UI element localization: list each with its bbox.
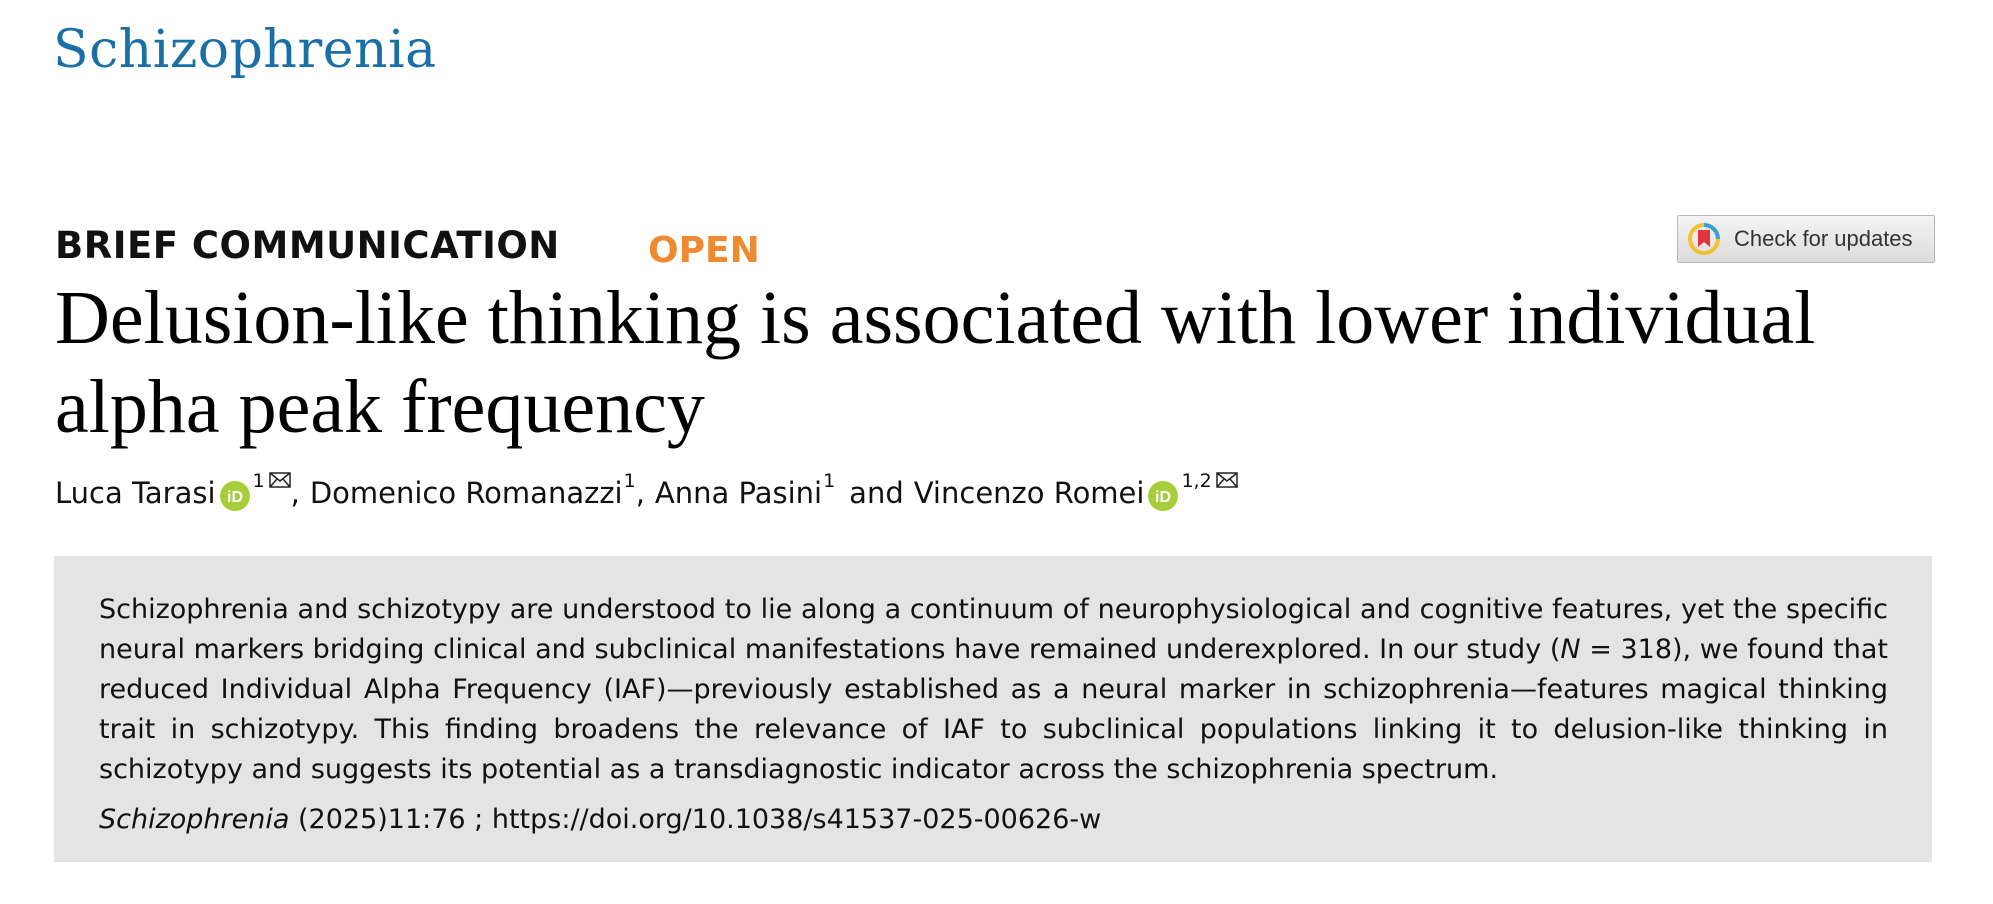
author-affiliation: 1 — [823, 470, 836, 492]
article-type-label: BRIEF COMMUNICATION — [55, 224, 560, 267]
author-list — [55, 470, 1238, 510]
svg-text:iD: iD — [226, 489, 243, 506]
check-for-updates-label: Check for updates — [1734, 226, 1913, 251]
article-header-row — [55, 222, 1935, 274]
crossmark-icon — [1688, 223, 1720, 255]
author-name[interactable]: Domenico Romanazzi — [309, 476, 623, 510]
journal-name[interactable]: Schizophrenia — [53, 20, 437, 80]
mail-icon[interactable] — [1216, 472, 1238, 488]
doi-link[interactable]: https://doi.org/10.1038/s41537-025-00626-w — [491, 804, 1102, 835]
abstract-text — [99, 590, 1888, 790]
abstract-box — [54, 556, 1932, 862]
article-title: Delusion-like thinking is associated with lower individual alpha peak frequency — [55, 276, 1816, 449]
author-separator: , — [290, 476, 300, 510]
author-affiliation: 1 — [623, 470, 636, 492]
sample-size-symbol: N — [1560, 634, 1581, 665]
check-for-updates-button[interactable] — [1677, 215, 1935, 263]
citation-journal: Schizophrenia — [99, 804, 290, 835]
author-name[interactable]: Luca Tarasi — [55, 476, 216, 510]
abstract-text-part1: Schizophrenia and schizotypy are understood to lie along a continuum of neurophysiological and cognitive features, yet the specific neural markers bridging clinical and subclinical manifestations have remained underexplored. In our study ( — [99, 594, 1888, 665]
author-affiliation: 1,2 — [1181, 470, 1212, 492]
svg-text:iD: iD — [1155, 489, 1172, 506]
orcid-icon[interactable] — [1148, 481, 1178, 511]
author-separator: , — [635, 476, 645, 510]
open-access-badge: OPEN — [648, 230, 760, 271]
mail-icon[interactable] — [269, 472, 291, 488]
citation-details: (2025)11:76 ; — [289, 804, 492, 835]
citation-line — [99, 804, 1888, 835]
author-name[interactable]: Vincenzo Romei — [913, 476, 1145, 510]
author-name[interactable]: Anna Pasini — [654, 476, 823, 510]
abstract-text-part2: = 318), we found that reduced Individual Alpha Frequency (IAF)—previously established as a neural marker in schizophrenia—features magical thinking trait in schizotypy. This finding broadens the relevance of IAF to subclinical populations linking it to delusion-like thinking in schizotypy and suggests its potential as a transdiagnostic indicator across the schizophrenia spectrum. — [99, 634, 1888, 785]
author-affiliation: 1 — [252, 470, 265, 492]
orcid-icon[interactable] — [220, 481, 250, 511]
author-separator: and — [849, 476, 904, 510]
